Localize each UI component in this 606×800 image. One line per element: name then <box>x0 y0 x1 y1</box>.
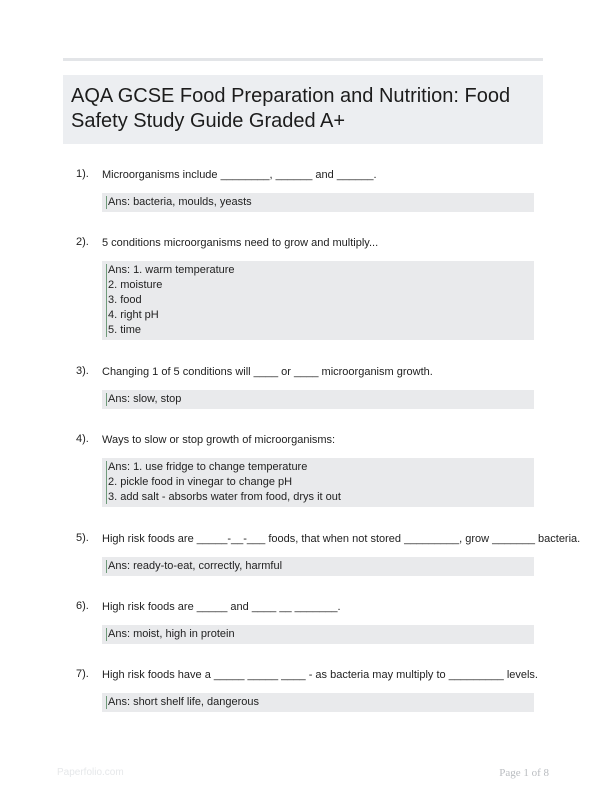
answer-line: Ans: ready-to-eat, correctly, harmful <box>108 560 283 572</box>
question-text: High risk foods are _____-__-___ foods, that when not stored _________, grow _______ bacteria. <box>102 533 581 545</box>
question-text: High risk foods are _____ and ____ __ _______. <box>102 601 341 613</box>
answer-box <box>102 193 534 212</box>
answer-accent-bar <box>106 196 107 209</box>
answer-line: Ans: 1. use fridge to change temperature <box>108 461 308 473</box>
answer-box <box>102 625 534 644</box>
answer-accent-bar <box>106 461 107 504</box>
item-number: 6). <box>76 600 89 612</box>
footer-site-watermark: Paperfolio.com <box>57 767 124 778</box>
answer-accent-bar <box>106 696 107 709</box>
document-title: AQA GCSE Food Preparation and Nutrition: Food Safety Study Guide Graded A+ <box>71 85 511 132</box>
question-text: Ways to slow or stop growth of microorganisms: <box>102 434 336 446</box>
item-number: 1). <box>76 168 89 180</box>
answer-line: 5. time <box>108 324 142 336</box>
answer-line: Ans: moist, high in protein <box>108 628 235 640</box>
question-text: High risk foods have a _____ _____ ____ - as bacteria may multiply to _________ levels. <box>102 669 538 681</box>
answer-line: Ans: bacteria, moulds, yeasts <box>108 196 252 208</box>
answer-box <box>102 693 534 712</box>
answer-accent-bar <box>106 393 107 406</box>
answer-box <box>102 390 534 409</box>
answer-line: 2. pickle food in vinegar to change pH <box>108 476 293 488</box>
question-text: 5 conditions microorganisms need to grow and multiply... <box>102 237 379 249</box>
answer-line: Ans: short shelf life, dangerous <box>108 696 260 708</box>
item-number: 5). <box>76 532 89 544</box>
item-number: 3). <box>76 365 89 377</box>
answer-box <box>102 458 534 507</box>
answer-line: 3. add salt - absorbs water from food, drys it out <box>108 491 341 503</box>
item-number: 4). <box>76 433 89 445</box>
item-number: 7). <box>76 668 89 680</box>
answer-line: Ans: 1. warm temperature <box>108 264 235 276</box>
answer-accent-bar <box>106 264 107 337</box>
answer-line: 4. right pH <box>108 309 159 321</box>
answer-accent-bar <box>106 628 107 641</box>
title-banner <box>63 75 543 144</box>
answer-line: Ans: slow, stop <box>108 393 182 405</box>
item-number: 2). <box>76 236 89 248</box>
question-text: Microorganisms include ________, ______ and ______. <box>102 169 377 181</box>
answer-box <box>102 557 534 576</box>
answer-box <box>102 261 534 340</box>
top-divider <box>63 58 543 61</box>
answer-line: 3. food <box>108 294 142 306</box>
answer-line: 2. moisture <box>108 279 163 291</box>
page-number: Page 1 of 8 <box>499 767 549 779</box>
question-text: Changing 1 of 5 conditions will ____ or ____ microorganism growth. <box>102 366 433 378</box>
answer-accent-bar <box>106 560 107 573</box>
